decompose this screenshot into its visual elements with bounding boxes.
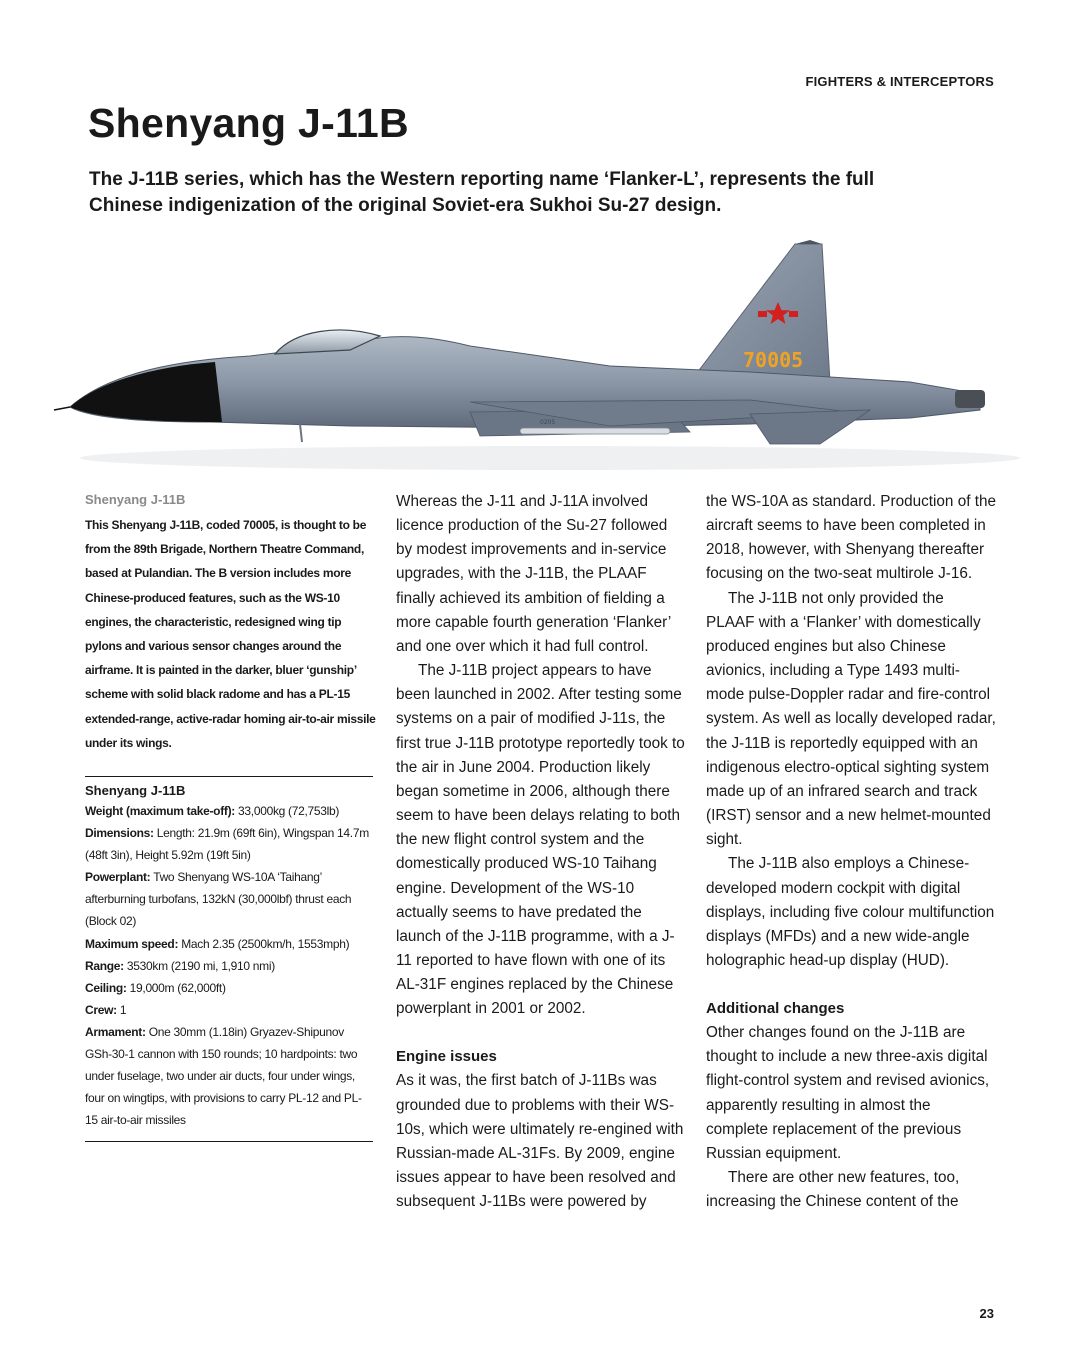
aircraft-illustration bbox=[50, 232, 1030, 472]
fin-tip bbox=[795, 240, 822, 244]
pitot-tube bbox=[54, 407, 70, 410]
caption-text: This Shenyang J-11B, coded 70005, is thought to be from the 89th Brigade, Northern Theatre Command, based at Pulandian. The B version includes more Chinese-produced features, such as the WS-10 engines, the characteristic, redesigned wing tip pylons and various sensor changes around the airframe. It is painted in the darker, bluer ‘gunship’ scheme with solid black radome and has a PL-15 extended-range, active-radar homing air-to-air missile under its wings. bbox=[85, 518, 376, 750]
landing-gear bbox=[300, 424, 302, 442]
spec-dimensions: Dimensions: Length: 21.9m (69ft 6in), Wingspan 14.7m (48ft 3in), Height 5.92m (19ft 5in) bbox=[85, 826, 369, 863]
paragraph: As it was, the first batch of J-11Bs was grounded due to problems with their WS-10s, which were ultimately re-engined with Russian-made AL-31Fs. By 2009, engine issues appear to have been resolved and subsequent J-11Bs were powered by bbox=[396, 1072, 684, 1211]
paragraph: There are other new features, too, increasing the Chinese content of the bbox=[706, 1169, 960, 1211]
spec-speed: Maximum speed: Mach 2.35 (2500km/h, 1553mph) bbox=[85, 936, 350, 951]
spec-weight: Weight (maximum take-off): 33,000kg (72,753lb) bbox=[85, 804, 340, 818]
paragraph: the WS-10A as standard. Production of the aircraft seems to have been completed in 2018, however, with Shenyang thereafter focusing on the two-seat multirole J-16. bbox=[706, 493, 996, 583]
body-column-2 bbox=[706, 490, 996, 1214]
section-label: FIGHTERS & INTERCEPTORS bbox=[805, 74, 994, 89]
spec-ceiling: Ceiling: 19,000m (62,000ft) bbox=[85, 980, 226, 995]
subheading-engine-issues: Engine issues bbox=[396, 1048, 497, 1066]
engine-nozzle bbox=[955, 390, 985, 408]
specs-box bbox=[85, 776, 373, 1142]
illustration-caption bbox=[85, 492, 380, 755]
body-column-1 bbox=[396, 490, 686, 1214]
tailplane bbox=[750, 410, 870, 444]
spec-range: Range: 3530km (2190 mi, 1,910 nmi) bbox=[85, 958, 275, 973]
standfirst: The J-11B series, which has the Western reporting name ‘Flanker-L’, represents the full Chinese indigenization of the original Soviet-era Sukhoi Su-27 design. bbox=[89, 169, 875, 216]
ground-shadow bbox=[80, 446, 1020, 470]
caption-heading: Shenyang J-11B bbox=[85, 492, 186, 507]
paragraph: The J-11B not only provided the PLAAF with a ‘Flanker’ with domestically produced engines but also Chinese avionics, including a Type 1493 multi-mode pulse-Doppler radar and fire-control system. As well as locally developed radar, the J-11B is reportedly equipped with an indigenous electro-optical sighting system made up of an infrared search and track (IRST) sensor and a new helmet-mounted sight. bbox=[706, 589, 996, 849]
page-number: 23 bbox=[979, 1306, 994, 1321]
underside-code: 0205 bbox=[540, 419, 556, 426]
paragraph: Other changes found on the J-11B are thought to include a new three-axis digital flight-control system and revised avionics, apparently resulting in almost the complete replacement of the previous Russian equipment. bbox=[706, 1024, 990, 1162]
specs-heading: Shenyang J-11B bbox=[85, 783, 186, 798]
spec-armament: Armament: One 30mm (1.18in) Gryazev-Shipunov GSh-30-1 cannon with 150 rounds; 10 hardpoints: two under fuselage, two under air ducts, four under wings, four on wingtips, with provisions to carry PL-12 and PL-15 air-to-air missiles bbox=[85, 1024, 362, 1128]
paragraph: The J-11B also employs a Chinese-developed modern cockpit with digital displays, including five colour multifunction displays (MFDs) and a new wide-angle holographic head-up display (HUD). bbox=[706, 855, 995, 969]
spec-crew: Crew: 1 bbox=[85, 1002, 127, 1017]
paragraph: The J-11B project appears to have been launched in 2002. After testing some systems on a pair of modified J-11s, the first true J-11B prototype reportedly took to the air in June 2004. Production likely began sometime in 2006, although there seem to have been delays relating to both the new flight control system and the domestically produced WS-10 Taihang engine. Development of the WS-10 actually seems to have predated the launch of the J-11B programme, with a J-11 reported to have flown with one of its AL-31F engines replaced by the Chinese powerplant in 2001 or 2002. bbox=[396, 662, 685, 1018]
spec-powerplant: Powerplant: Two Shenyang WS-10A ‘Taihang’ afterburning turbofans, 132kN (30,000lbf) thrust each (Block 02) bbox=[85, 870, 352, 929]
missile bbox=[520, 428, 670, 434]
tail-code: 70005 bbox=[743, 348, 804, 372]
paragraph: Whereas the J-11 and J-11A involved licence production of the Su-27 followed by modest improvements and in-service upgrades, with the J-11B, the PLAAF finally achieved its ambition of fielding a more capable fourth generation ‘Flanker’ and one over which it had full control. bbox=[396, 493, 671, 655]
page-title: Shenyang J-11B bbox=[88, 100, 409, 146]
subheading-additional-changes: Additional changes bbox=[706, 1000, 845, 1018]
